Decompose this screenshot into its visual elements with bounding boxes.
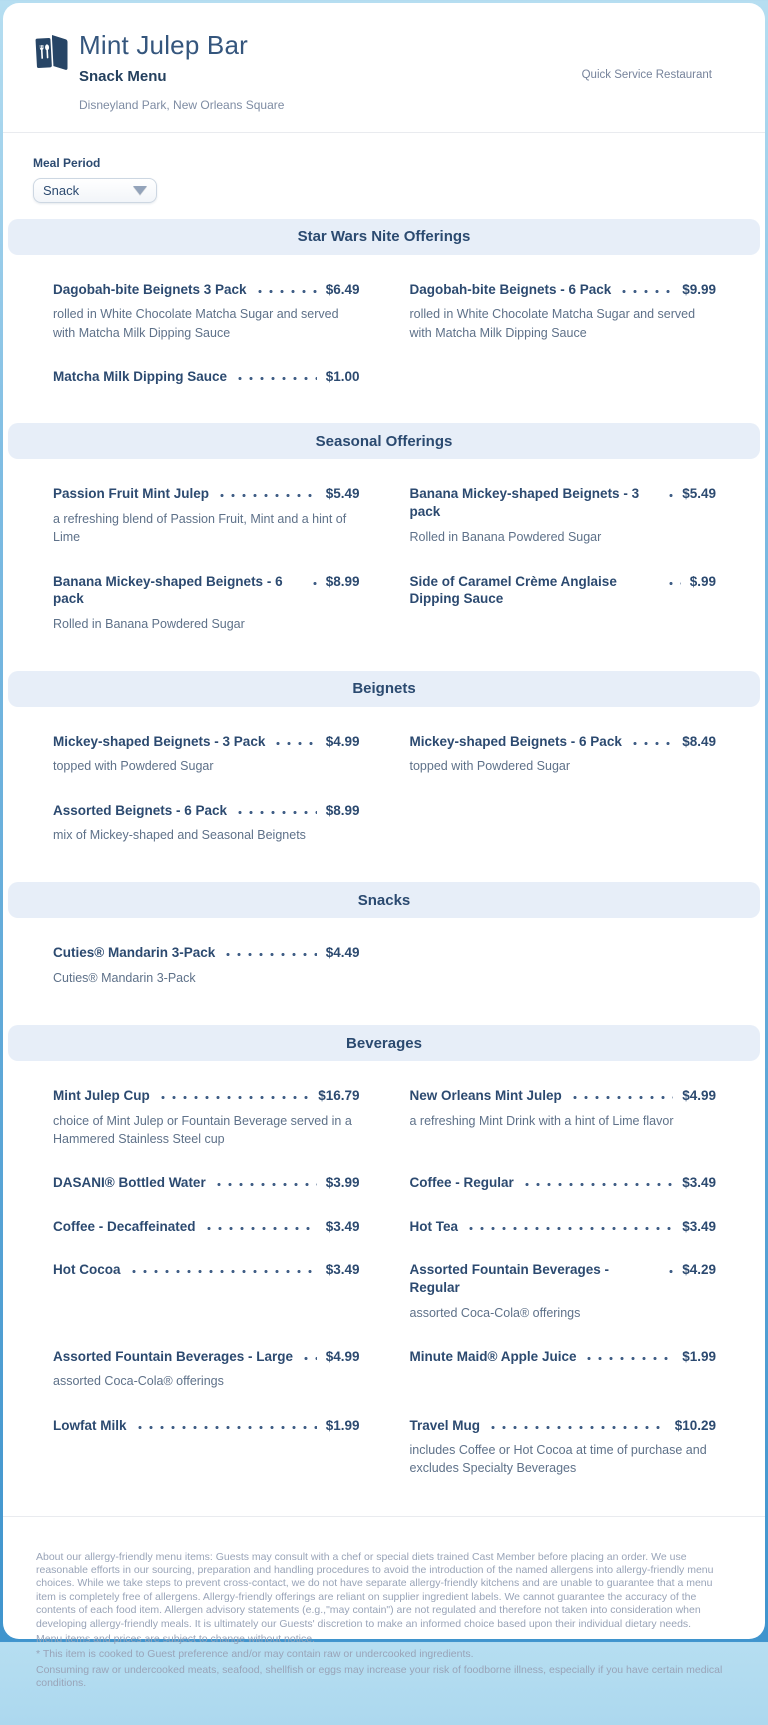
menu-item	[410, 1417, 717, 1478]
item-name: Mint Julep Cup	[53, 1088, 150, 1104]
menu-section	[3, 1025, 765, 1515]
item-price: $4.49	[325, 945, 360, 961]
item-price: $9.99	[682, 281, 716, 297]
dot-leader	[587, 1356, 673, 1361]
menu-item	[410, 281, 717, 342]
section-items	[3, 1061, 765, 1515]
item-price: $3.49	[682, 1175, 716, 1191]
menu-item	[53, 573, 360, 633]
dot-leader	[669, 581, 681, 586]
dot-leader	[217, 1182, 317, 1187]
item-name: Lowfat Milk	[53, 1417, 127, 1433]
menu-item	[410, 733, 717, 776]
item-description: mix of Mickey-shaped and Seasonal Beignets	[53, 828, 306, 843]
item-description: choice of Mint Julep or Fountain Beverage served in a Hammered Stainless Steel cup	[53, 1113, 352, 1147]
dot-leader	[138, 1425, 317, 1430]
section-header: Beignets	[8, 671, 760, 707]
menu-item	[53, 1417, 360, 1478]
item-name: Dagobah-bite Beignets - 6 Pack	[409, 281, 612, 297]
item-price: $1.99	[682, 1348, 716, 1364]
section-items	[3, 918, 765, 1025]
item-name: Mickey-shaped Beignets - 3 Pack	[53, 733, 266, 749]
menu-item	[53, 1261, 360, 1321]
menu-item	[53, 281, 360, 342]
item-price: $5.49	[682, 486, 716, 502]
dot-leader	[132, 1269, 317, 1274]
menu-item	[410, 1348, 717, 1391]
item-name: Dagobah-bite Beignets 3 Pack	[53, 281, 247, 297]
dot-leader	[238, 376, 317, 381]
meal-period-value: Snack	[43, 182, 80, 198]
dot-leader	[276, 741, 316, 746]
item-name: Side of Caramel Crème Anglaise Dipping Sauce	[409, 573, 617, 607]
item-description: a refreshing blend of Passion Fruit, Mint and a hint of Lime	[53, 512, 347, 545]
dot-leader	[573, 1095, 673, 1100]
item-name: Assorted Beignets - 6 Pack	[53, 802, 228, 818]
dot-leader	[313, 581, 317, 586]
section-header: Beverages	[8, 1025, 760, 1061]
item-description: Rolled in Banana Powdered Sugar	[409, 529, 602, 544]
dot-leader	[469, 1226, 673, 1231]
menu-item	[53, 733, 360, 776]
restaurant-header	[3, 3, 765, 133]
item-name: Coffee - Decaffeinated	[53, 1218, 196, 1234]
menu-item	[53, 485, 360, 546]
menu-section	[3, 671, 765, 883]
item-description: assorted Coca-Cola® offerings	[409, 1305, 581, 1320]
meal-period-select[interactable]	[33, 178, 157, 203]
dot-leader	[633, 741, 673, 746]
item-description: Rolled in Banana Powdered Sugar	[53, 616, 245, 631]
item-price: $.99	[689, 573, 716, 589]
item-name: Minute Maid® Apple Juice	[409, 1348, 577, 1364]
section-header: Seasonal Offerings	[8, 423, 760, 459]
page-title: Mint Julep Bar	[79, 30, 248, 60]
item-price: $6.49	[325, 281, 360, 297]
item-name: Banana Mickey-shaped Beignets - 6 pack	[53, 573, 283, 607]
dot-leader	[220, 493, 317, 498]
dot-leader	[525, 1182, 673, 1187]
dot-leader	[238, 810, 317, 815]
menu-item	[53, 1218, 360, 1236]
menu-card	[3, 3, 765, 1690]
dot-leader	[669, 493, 673, 498]
item-name: Passion Fruit Mint Julep	[53, 486, 210, 502]
menu-section	[3, 423, 765, 670]
item-price: $8.99	[325, 802, 360, 818]
menu-item	[53, 368, 360, 386]
item-price: $3.49	[682, 1218, 716, 1234]
menu-section	[3, 882, 765, 1025]
item-price: $3.49	[325, 1218, 360, 1234]
item-name: Banana Mickey-shaped Beignets - 3 pack	[409, 486, 640, 520]
item-price: $1.00	[325, 368, 360, 384]
item-price: $4.99	[682, 1088, 716, 1104]
item-description: includes Coffee or Hot Cocoa at time of purchase and excludes Specialty Beverages	[409, 1443, 707, 1476]
chevron-down-icon	[133, 186, 147, 195]
disclaimer-text: Consuming raw or undercooked meats, seafood, shellfish or eggs may increase your risk of foodborne illness, especially if you have certain medical conditions.	[36, 1663, 723, 1690]
section-header: Snacks	[8, 882, 760, 918]
item-description: topped with Powdered Sugar	[53, 759, 214, 774]
item-price: $8.49	[682, 733, 716, 749]
restaurant-location: Disneyland Park, New Orleans Square	[79, 97, 285, 112]
dot-leader	[258, 289, 317, 294]
menu-item	[53, 1087, 360, 1148]
disclaimer-text: * This item is cooked to Guest preference and/or may contain raw or undercooked ingredients.	[36, 1648, 474, 1661]
item-price: $5.49	[325, 486, 360, 502]
section-items	[3, 459, 765, 670]
disclaimer-text: About our allergy-friendly menu items: Guests may consult with a chef or special diets trained Cast Member before placing an order. We use reasonable efforts in our sourcing, preparation and handling procedures to avoid the introduction of the named allergens into allergy-friendly menu choices. While we take steps to prevent cross-contact, we do not have separate allergy-friendly kitchens and are unable to guarantee that a menu item is completely free of allergens. Allergy-friendly offerings are reliant on supplier ingredient labels. We cannot guarantee the accuracy of the contents of each food item. Allergen advisory statements (e.g.,"may contain") are not regulated and therefore not taken into consideration when developing allergy-friendly meals. It is ultimately our Guests' discretion to make an informed choice based upon their individual dietary needs.	[36, 1550, 714, 1630]
item-name: New Orleans Mint Julep	[409, 1088, 562, 1104]
section-items	[3, 255, 765, 424]
item-description: rolled in White Chocolate Matcha Sugar and served with Matcha Milk Dipping Sauce	[409, 307, 696, 340]
section-items	[3, 707, 765, 883]
item-name: Hot Cocoa	[53, 1262, 121, 1278]
menu-item	[53, 802, 360, 845]
disclaimer-text: Menu items and prices are subject to change without notice.	[36, 1633, 315, 1646]
item-name: Coffee - Regular	[409, 1175, 514, 1191]
menu-item	[410, 485, 717, 546]
item-name: Cuties® Mandarin 3-Pack	[53, 945, 216, 961]
menu-book-icon	[33, 33, 69, 75]
menu-type-label: Snack Menu	[79, 67, 167, 85]
item-name: Hot Tea	[409, 1218, 459, 1234]
menu-item	[410, 1087, 717, 1148]
menu-item	[410, 1174, 717, 1192]
item-description: topped with Powdered Sugar	[409, 759, 571, 774]
item-price: $4.99	[325, 1348, 360, 1364]
section-header: Star Wars Nite Offerings	[8, 219, 760, 255]
menu-item	[410, 1261, 717, 1321]
item-name: DASANI® Bottled Water	[53, 1175, 206, 1191]
item-price: $16.79	[318, 1088, 360, 1104]
dot-leader	[226, 952, 316, 957]
item-price: $4.29	[682, 1262, 716, 1278]
item-description: assorted Coca-Cola® offerings	[53, 1374, 224, 1389]
item-description: rolled in White Chocolate Matcha Sugar and served with Matcha Milk Dipping Sauce	[53, 307, 339, 340]
item-description: Cuties® Mandarin 3-Pack	[53, 971, 196, 986]
item-name: Mickey-shaped Beignets - 6 Pack	[409, 733, 622, 749]
dot-leader	[622, 289, 673, 294]
menu-sections	[3, 219, 765, 1516]
dot-leader	[161, 1095, 309, 1100]
dot-leader	[669, 1269, 673, 1274]
menu-item	[53, 1348, 360, 1391]
item-price: $8.99	[325, 573, 360, 589]
meal-period-label: Meal Period	[33, 155, 101, 170]
footer-disclaimers	[3, 1516, 765, 1725]
item-price: $4.99	[325, 733, 360, 749]
dot-leader	[491, 1425, 666, 1430]
menu-item	[410, 1218, 717, 1236]
item-price: $10.29	[674, 1417, 716, 1433]
menu-item	[410, 573, 717, 633]
item-name: Matcha Milk Dipping Sauce	[53, 368, 228, 384]
meal-period-controls	[3, 133, 765, 219]
item-description: a refreshing Mint Drink with a hint of Lime flavor	[409, 1113, 674, 1128]
service-type-label: Quick Service Restaurant	[581, 69, 712, 81]
item-price: $3.99	[325, 1175, 360, 1191]
item-price: $1.99	[325, 1417, 360, 1433]
menu-item	[53, 944, 360, 987]
menu-item	[53, 1174, 360, 1192]
item-name: Assorted Fountain Beverages - Regular	[409, 1262, 610, 1295]
dot-leader	[304, 1356, 317, 1361]
menu-section	[3, 219, 765, 424]
item-name: Travel Mug	[409, 1417, 481, 1433]
dot-leader	[207, 1226, 317, 1231]
item-price: $3.49	[325, 1262, 360, 1278]
item-name: Assorted Fountain Beverages - Large	[53, 1348, 294, 1364]
